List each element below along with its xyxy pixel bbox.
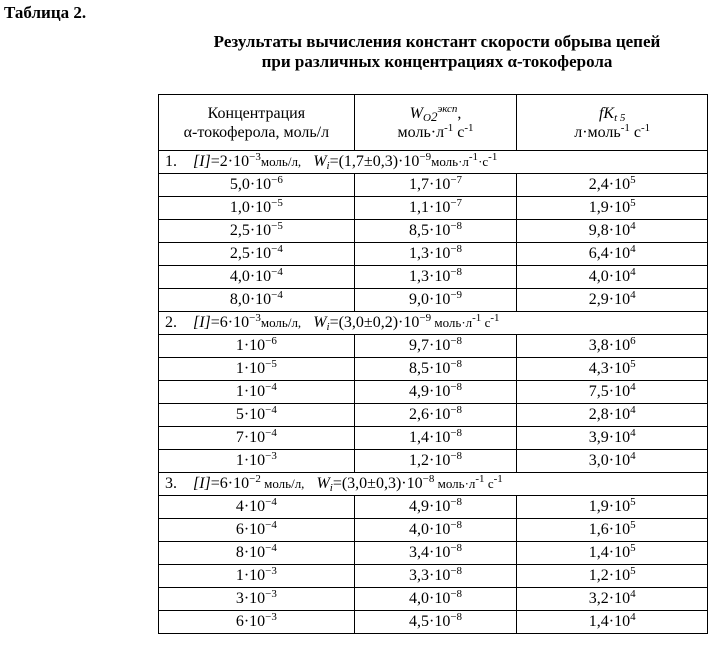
rate-cell bbox=[354, 381, 517, 404]
rate-cell-exponent: −7 bbox=[450, 197, 463, 209]
constant-cell bbox=[517, 565, 708, 588]
table-row bbox=[159, 174, 708, 197]
constant-cell bbox=[517, 588, 708, 611]
rate-cell-mantissa: 4,0·10 bbox=[409, 590, 451, 607]
initiator-unit: моль/л, bbox=[260, 154, 302, 169]
initiator-symbol: [I] bbox=[193, 475, 211, 492]
concentration-cell bbox=[159, 266, 355, 289]
section-conditions bbox=[159, 473, 708, 496]
constant-cell bbox=[517, 450, 708, 473]
constant-cell bbox=[517, 519, 708, 542]
header-fkt5-unit: л·моль$^{-1}$ $с^{-1}$ bbox=[574, 121, 651, 141]
table-row bbox=[159, 542, 708, 565]
initiator-value: =6·10 bbox=[210, 314, 250, 331]
constant-cell-mantissa: 7,5·10 bbox=[588, 383, 631, 400]
constant-cell bbox=[517, 611, 708, 634]
section-number: 3. bbox=[165, 475, 177, 492]
concentration-cell-mantissa: 6·10 bbox=[235, 521, 266, 538]
concentration-cell-mantissa: 1·10 bbox=[235, 383, 266, 400]
concentration-cell-mantissa: 6·10 bbox=[235, 613, 266, 630]
constant-cell bbox=[517, 381, 708, 404]
constant-cell-mantissa: 3,9·10 bbox=[588, 429, 631, 446]
concentration-cell bbox=[159, 358, 355, 381]
constant-cell bbox=[517, 335, 708, 358]
table-row bbox=[159, 243, 708, 266]
wo2-letter: W bbox=[409, 104, 423, 122]
section-row bbox=[159, 151, 708, 174]
constant-cell-mantissa: 3,8·10 bbox=[588, 337, 631, 354]
rate-unit-exp1: -1 bbox=[468, 151, 479, 163]
constant-cell bbox=[517, 174, 708, 197]
rate-cell bbox=[354, 611, 517, 634]
constant-cell-exponent: 5 bbox=[630, 174, 636, 186]
concentration-cell-mantissa: 8·10 bbox=[235, 544, 266, 561]
concentration-cell-exponent: −4 bbox=[265, 427, 277, 439]
concentration-cell-exponent: −3 bbox=[265, 588, 277, 600]
initiator-exponent: −3 bbox=[249, 312, 261, 324]
rate-cell-mantissa: 8,5·10 bbox=[409, 360, 451, 377]
rate-unit: моль·л bbox=[431, 315, 473, 330]
concentration-cell bbox=[159, 496, 355, 519]
concentration-cell-mantissa: 2,5·10 bbox=[229, 222, 272, 239]
constant-cell bbox=[517, 358, 708, 381]
concentration-cell-exponent: −4 bbox=[265, 381, 277, 393]
initiator-value: =2·10 bbox=[210, 153, 250, 170]
concentration-cell-exponent: −4 bbox=[271, 266, 283, 278]
wo2-sup: эксп bbox=[437, 102, 458, 115]
header-concentration bbox=[159, 95, 355, 151]
concentration-cell-mantissa: 1,0·10 bbox=[229, 199, 272, 216]
constant-cell-exponent: 4 bbox=[630, 243, 636, 255]
rate-cell-mantissa: 4,9·10 bbox=[409, 383, 451, 400]
concentration-cell bbox=[159, 519, 355, 542]
table-row bbox=[159, 496, 708, 519]
concentration-cell-mantissa: 5·10 bbox=[235, 406, 266, 423]
header-fkt5-symbol: $fK_{t 5}$ bbox=[598, 104, 626, 124]
rate-unit2: с bbox=[481, 315, 491, 330]
section-conditions bbox=[159, 312, 708, 335]
table-caption: Таблица 2. bbox=[4, 3, 87, 22]
concentration-cell-mantissa: 8,0·10 bbox=[229, 291, 272, 308]
rate-cell-mantissa: 3,3·10 bbox=[409, 567, 451, 584]
header-row bbox=[159, 95, 708, 151]
rate-value: =(3,0±0,3)·10 bbox=[332, 475, 423, 492]
rate-cell-mantissa: 4,0·10 bbox=[409, 521, 451, 538]
rate-cell-exponent: −8 bbox=[450, 358, 463, 370]
rate-unit-exp2: -1 bbox=[488, 151, 498, 163]
rate-unit: моль·л bbox=[431, 154, 469, 169]
header-wo2-exp bbox=[354, 95, 517, 151]
rate-sub: i bbox=[326, 321, 330, 333]
constant-cell-mantissa: 3,2·10 bbox=[588, 590, 631, 607]
rate-value: =(3,0±0,2)·10 bbox=[329, 314, 420, 331]
table-heading bbox=[160, 32, 714, 72]
rate-cell-exponent: −8 bbox=[450, 519, 463, 531]
rate-cell-mantissa: 1,3·10 bbox=[409, 268, 451, 285]
section-number: 1. bbox=[165, 153, 177, 170]
rate-symbol: W bbox=[313, 314, 327, 331]
rate-cell-exponent: −8 bbox=[450, 266, 463, 278]
table-row bbox=[159, 220, 708, 243]
constant-cell-mantissa: 6,4·10 bbox=[588, 245, 631, 262]
constant-cell-mantissa: 1,9·10 bbox=[588, 199, 631, 216]
rate-unit2: с bbox=[484, 476, 494, 491]
table-row bbox=[159, 427, 708, 450]
table-row bbox=[159, 358, 708, 381]
table-row bbox=[159, 266, 708, 289]
rate-cell bbox=[354, 496, 517, 519]
constant-cell-mantissa: 2,9·10 bbox=[588, 291, 631, 308]
initiator-value: =6·10 bbox=[210, 475, 250, 492]
rate-cell-exponent: −8 bbox=[450, 542, 463, 554]
rate-sub: i bbox=[326, 160, 330, 172]
rate-cell-mantissa: 4,9·10 bbox=[409, 498, 451, 515]
rate-unit-exp2: -1 bbox=[490, 312, 500, 324]
rate-cell-mantissa: 9,0·10 bbox=[409, 291, 451, 308]
rate-cell bbox=[354, 588, 517, 611]
concentration-cell-exponent: −5 bbox=[271, 220, 283, 232]
rate-cell-exponent: −8 bbox=[450, 381, 463, 393]
constant-cell-mantissa: 1,6·10 bbox=[588, 521, 631, 538]
concentration-cell-exponent: −3 bbox=[265, 611, 277, 623]
concentration-cell-exponent: −5 bbox=[265, 358, 277, 370]
constant-cell-mantissa: 1,2·10 bbox=[588, 567, 631, 584]
constant-cell-exponent: 5 bbox=[630, 565, 636, 577]
rate-exponent: −9 bbox=[419, 151, 432, 163]
rate-cell-mantissa: 3,4·10 bbox=[409, 544, 451, 561]
rate-unit2: ·с bbox=[478, 154, 489, 169]
rate-cell-exponent: −8 bbox=[450, 496, 463, 508]
rate-cell-exponent: −8 bbox=[450, 565, 463, 577]
rate-cell bbox=[354, 174, 517, 197]
constant-cell-exponent: 4 bbox=[630, 611, 636, 623]
rate-cell-mantissa: 2,6·10 bbox=[409, 406, 451, 423]
rate-cell-exponent: −8 bbox=[450, 220, 463, 232]
rate-cell-mantissa: 1,2·10 bbox=[409, 452, 451, 469]
constant-cell bbox=[517, 542, 708, 565]
rate-cell bbox=[354, 197, 517, 220]
header-concentration-line1: Концентрация bbox=[207, 104, 306, 122]
rate-cell bbox=[354, 220, 517, 243]
header-wo2-unit: $моль\cdot л^{-1}$ $с^{-1}$ bbox=[397, 121, 474, 141]
constant-cell-exponent: 5 bbox=[630, 542, 636, 554]
concentration-cell bbox=[159, 450, 355, 473]
rate-cell bbox=[354, 266, 517, 289]
rate-exponent: −8 bbox=[422, 473, 435, 485]
concentration-cell-mantissa: 7·10 bbox=[235, 429, 266, 446]
rate-cell bbox=[354, 427, 517, 450]
concentration-cell-mantissa: 3·10 bbox=[235, 590, 266, 607]
rate-cell bbox=[354, 565, 517, 588]
rate-symbol: W bbox=[316, 475, 330, 492]
constant-cell-mantissa: 1,9·10 bbox=[588, 498, 631, 515]
constant-cell-exponent: 4 bbox=[630, 404, 636, 416]
rate-cell-mantissa: 4,5·10 bbox=[409, 613, 451, 630]
concentration-cell-exponent: −4 bbox=[265, 519, 277, 531]
concentration-cell bbox=[159, 197, 355, 220]
initiator-unit: моль/л, bbox=[260, 315, 302, 330]
concentration-cell-mantissa: 1·10 bbox=[235, 452, 266, 469]
rate-cell-exponent: −9 bbox=[450, 289, 463, 301]
rate-cell bbox=[354, 519, 517, 542]
concentration-cell bbox=[159, 588, 355, 611]
concentration-cell-exponent: −4 bbox=[265, 542, 277, 554]
constant-cell bbox=[517, 404, 708, 427]
heading-line-2: при различных концентрациях α-токоферола bbox=[261, 52, 613, 71]
rate-cell-mantissa: 8,5·10 bbox=[409, 222, 451, 239]
initiator-unit: моль/л, bbox=[260, 476, 305, 491]
constant-cell-mantissa: 1,4·10 bbox=[588, 544, 631, 561]
concentration-cell-mantissa: 2,5·10 bbox=[229, 245, 272, 262]
concentration-cell bbox=[159, 565, 355, 588]
concentration-cell bbox=[159, 427, 355, 450]
concentration-cell-exponent: −3 bbox=[265, 450, 277, 462]
constant-cell bbox=[517, 289, 708, 312]
wo2-comma: , bbox=[457, 104, 462, 122]
constant-cell-exponent: 4 bbox=[630, 427, 636, 439]
rate-cell bbox=[354, 335, 517, 358]
concentration-cell bbox=[159, 174, 355, 197]
constant-cell bbox=[517, 220, 708, 243]
rate-cell-mantissa: 1,7·10 bbox=[409, 176, 451, 193]
concentration-cell-mantissa: 5,0·10 bbox=[229, 176, 272, 193]
header-concentration-line2: α-токоферола, моль/л bbox=[183, 123, 330, 141]
concentration-cell bbox=[159, 243, 355, 266]
initiator-symbol: [I] bbox=[193, 314, 211, 331]
concentration-cell-exponent: −4 bbox=[265, 496, 277, 508]
results-table bbox=[158, 94, 708, 634]
concentration-cell-exponent: −4 bbox=[271, 289, 283, 301]
rate-cell-exponent: −8 bbox=[450, 427, 463, 439]
table-row bbox=[159, 611, 708, 634]
section-number: 2. bbox=[165, 314, 177, 331]
initiator-symbol: [I] bbox=[193, 153, 211, 170]
concentration-cell bbox=[159, 289, 355, 312]
table-row bbox=[159, 404, 708, 427]
concentration-cell-exponent: −5 bbox=[271, 197, 283, 209]
table-row bbox=[159, 335, 708, 358]
rate-cell-exponent: −8 bbox=[450, 588, 463, 600]
concentration-cell-exponent: −4 bbox=[265, 404, 277, 416]
rate-unit-exp2: -1 bbox=[493, 473, 503, 485]
rate-value: =(1,7±0,3)·10 bbox=[329, 153, 420, 170]
constant-cell bbox=[517, 266, 708, 289]
rate-cell-exponent: −7 bbox=[450, 174, 463, 186]
constant-cell bbox=[517, 243, 708, 266]
heading-line-1: Результаты вычисления констант скорости обрыва цепей bbox=[213, 32, 661, 51]
initiator-exponent: −2 bbox=[249, 473, 261, 485]
rate-cell-exponent: −8 bbox=[450, 450, 463, 462]
constant-cell-exponent: 6 bbox=[630, 335, 636, 347]
constant-cell-exponent: 5 bbox=[630, 358, 636, 370]
header-fkt5 bbox=[517, 95, 708, 151]
concentration-cell-mantissa: 1·10 bbox=[235, 337, 266, 354]
table-row bbox=[159, 450, 708, 473]
constant-cell-exponent: 5 bbox=[630, 496, 636, 508]
constant-cell-exponent: 4 bbox=[630, 450, 636, 462]
constant-cell-exponent: 4 bbox=[630, 220, 636, 232]
section-row bbox=[159, 473, 708, 496]
concentration-cell bbox=[159, 335, 355, 358]
rate-cell-exponent: −8 bbox=[450, 243, 463, 255]
rate-sub: i bbox=[329, 482, 333, 494]
concentration-cell bbox=[159, 611, 355, 634]
constant-cell-exponent: 4 bbox=[630, 266, 636, 278]
constant-cell-exponent: 4 bbox=[630, 289, 636, 301]
rate-cell-exponent: −8 bbox=[450, 335, 463, 347]
table-row bbox=[159, 197, 708, 220]
rate-cell-mantissa: 9,7·10 bbox=[409, 337, 451, 354]
initiator-exponent: −3 bbox=[249, 151, 261, 163]
rate-unit-exp1: -1 bbox=[472, 312, 482, 324]
rate-cell-mantissa: 1,4·10 bbox=[409, 429, 451, 446]
rate-exponent: −9 bbox=[419, 312, 432, 324]
rate-cell-mantissa: 1,3·10 bbox=[409, 245, 451, 262]
constant-cell bbox=[517, 496, 708, 519]
rate-symbol: W bbox=[313, 153, 327, 170]
constant-cell-mantissa: 4,3·10 bbox=[588, 360, 631, 377]
rate-cell-exponent: −8 bbox=[450, 611, 463, 623]
rate-cell bbox=[354, 404, 517, 427]
constant-cell-exponent: 4 bbox=[630, 588, 636, 600]
concentration-cell-mantissa: 4·10 bbox=[235, 498, 266, 515]
concentration-cell bbox=[159, 404, 355, 427]
concentration-cell-exponent: −6 bbox=[265, 335, 277, 347]
rate-cell bbox=[354, 289, 517, 312]
constant-cell-exponent: 5 bbox=[630, 197, 636, 209]
header-wo2-symbol bbox=[355, 104, 517, 123]
table-row bbox=[159, 565, 708, 588]
concentration-cell-exponent: −3 bbox=[265, 565, 277, 577]
concentration-cell-exponent: −6 bbox=[271, 174, 283, 186]
rate-unit-exp1: -1 bbox=[475, 473, 485, 485]
constant-cell-mantissa: 1,4·10 bbox=[588, 613, 631, 630]
constant-cell-mantissa: 9,8·10 bbox=[588, 222, 631, 239]
table-row bbox=[159, 289, 708, 312]
concentration-cell-mantissa: 1·10 bbox=[235, 360, 266, 377]
rate-cell-mantissa: 1,1·10 bbox=[409, 199, 451, 216]
table-row bbox=[159, 381, 708, 404]
concentration-cell-mantissa: 1·10 bbox=[235, 567, 266, 584]
rate-cell bbox=[354, 542, 517, 565]
concentration-cell bbox=[159, 381, 355, 404]
section-conditions bbox=[159, 151, 708, 174]
concentration-cell-exponent: −4 bbox=[271, 243, 283, 255]
constant-cell bbox=[517, 427, 708, 450]
constant-cell-mantissa: 4,0·10 bbox=[588, 268, 631, 285]
concentration-cell bbox=[159, 542, 355, 565]
rate-unit: моль·л bbox=[434, 476, 476, 491]
table-row bbox=[159, 588, 708, 611]
table-row bbox=[159, 519, 708, 542]
constant-cell-exponent: 4 bbox=[630, 381, 636, 393]
concentration-cell bbox=[159, 220, 355, 243]
constant-cell-mantissa: 2,4·10 bbox=[588, 176, 631, 193]
rate-cell-exponent: −8 bbox=[450, 404, 463, 416]
constant-cell-mantissa: 3,0·10 bbox=[588, 452, 631, 469]
wo2-sub: O2 bbox=[422, 108, 438, 124]
rate-cell bbox=[354, 450, 517, 473]
section-row bbox=[159, 312, 708, 335]
constant-cell-exponent: 5 bbox=[630, 519, 636, 531]
constant-cell-mantissa: 2,8·10 bbox=[588, 406, 631, 423]
concentration-cell-mantissa: 4,0·10 bbox=[229, 268, 272, 285]
rate-cell bbox=[354, 243, 517, 266]
rate-cell bbox=[354, 358, 517, 381]
constant-cell bbox=[517, 197, 708, 220]
